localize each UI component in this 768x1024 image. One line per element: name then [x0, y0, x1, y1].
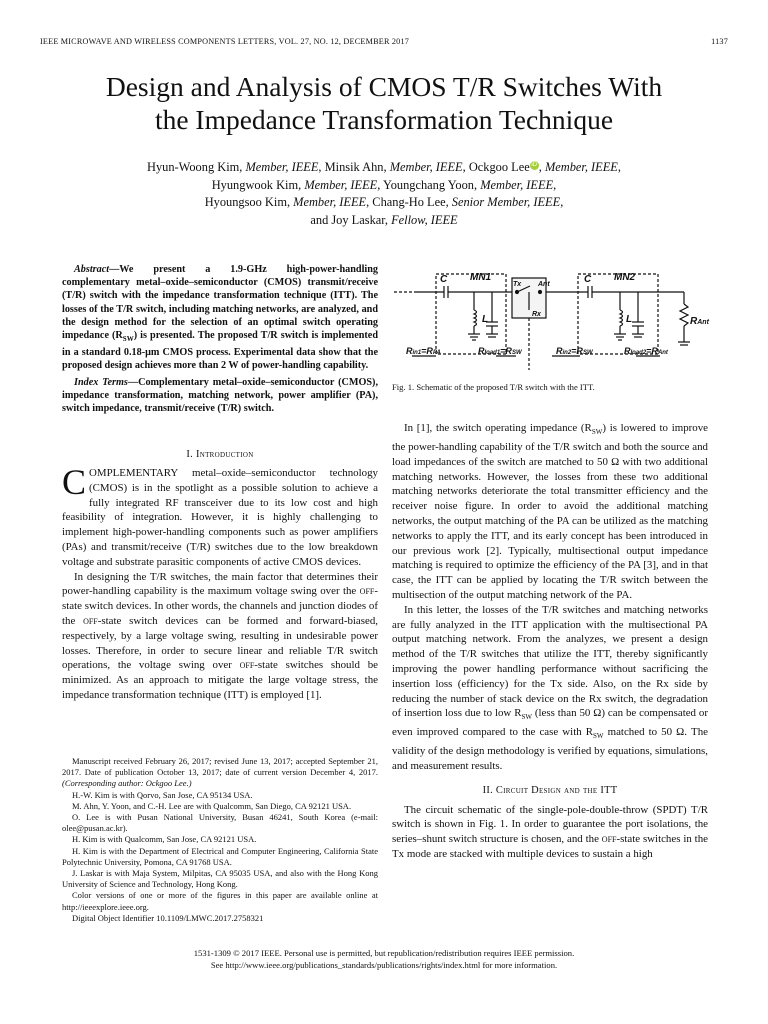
- label-ant: Ant: [538, 281, 550, 288]
- text: ) is lowered to improve the power-handling capability of the T/R switch and both the source and load impedances of the switch are matched to 50 Ω with two additional matching networks. However, the losses from these two additional matching networks deteriorate the total transmitter efficiency and the receiver noise figure. In order to avoid the additional matching networks, the output matching of the PA can be utilized as the matching networks to apply the ITT, and its early concept has been introduced in our previous work [2]. Typically, multisectional output impedance matching is required to optimize the efficiency of the PA [3], and in that case, the ITT can be applied by locating the T/R switch between the multisection of the output matching network of the PA.: [392, 422, 708, 601]
- author-grade: Member, IEEE: [304, 177, 378, 192]
- index-terms-label: Index Terms: [74, 376, 128, 388]
- label-rin1: Rin1=RPA: [406, 346, 441, 356]
- label-tx: Tx: [513, 281, 522, 288]
- text: -state switch devices can be formed and forward-biased, respectively, by a large voltage swing, resulting in undesirable power losses. Therefore, in order to secure linear and reliable T/R switch operations, the voltage swing over: [62, 614, 378, 672]
- drop-cap: C: [62, 462, 87, 502]
- author-name: , Youngchang Yoon,: [377, 177, 481, 192]
- abstract: [62, 263, 378, 415]
- paper-title: [40, 70, 728, 136]
- separator: ,: [617, 160, 621, 174]
- mn1-box: [436, 274, 506, 354]
- author-name: , Minsik Ahn,: [318, 160, 390, 174]
- mn2-box: [578, 274, 658, 354]
- author-line-4: [40, 212, 728, 230]
- author-grade: Senior Member, IEEE: [451, 195, 561, 209]
- section-title: Circuit Design and the ITT: [495, 784, 618, 796]
- separator: ,: [538, 160, 545, 174]
- label-rin2: Rin2=RSW: [556, 346, 593, 356]
- subscript: SW: [591, 428, 603, 437]
- footnote: H.-W. Kim is with Qorvo, San Jose, CA 95134 USA.: [72, 789, 253, 800]
- footnote: H. Kim is with Qualcomm, San Jose, CA 92121 USA.: [72, 834, 257, 845]
- index-terms: [62, 376, 378, 416]
- author-grade: Member, IEEE: [245, 160, 319, 174]
- section-1-body: [62, 462, 378, 703]
- dash: —: [109, 264, 120, 275]
- text: matched to 50 Ω. The validity of the design methodology is verified by equations, simulations, and measurement results.: [392, 726, 708, 773]
- text: Manuscript received February 26, 2017; revised June 13, 2017; accepted September 21, 2017. Date of publication October 13, 2017; date of current version December 4, 2017.: [62, 756, 378, 778]
- label-rload2: Rload2=RAnt: [624, 346, 668, 356]
- author-name: , Chang-Ho Lee,: [366, 195, 452, 209]
- footnote-doi: Digital Object Identifier 10.1109/LMWC.2017.2758321: [72, 912, 264, 923]
- text: -state switch devices. In other words, the channels and junction diodes of the: [62, 585, 378, 627]
- section-numeral: II.: [482, 784, 496, 796]
- label-mn2: MN2: [614, 272, 636, 283]
- title-line-1: Design and Analysis of CMOS T/R Switches With: [105, 71, 663, 102]
- author-grade: Member, IEEE: [293, 195, 367, 209]
- copyright-line-2[interactable]: See http://www.ieee.org/publications_standards/publications/rights/index.html for more information.: [210, 959, 558, 970]
- footnotes: [62, 756, 378, 924]
- text: -state switches in the Tx mode are stacked with multiple devices to sustain a high: [392, 833, 708, 861]
- right-column-body: [392, 421, 708, 862]
- author-name: Hyungwook Kim,: [211, 177, 305, 192]
- author-name: and Joy Laskar,: [310, 212, 392, 227]
- author-line-2: [40, 177, 728, 195]
- corresponding-author: (Corresponding author: Ockgoo Lee.): [62, 778, 192, 789]
- page-number: 1137: [711, 37, 728, 46]
- text: (less than 50 Ω) can be compensated or even improved compared to the case with R: [392, 707, 708, 739]
- text: In designing the T/R switches, the main factor that determines their power-handling capability is the maximum voltage swing over the: [62, 570, 378, 598]
- author-name: Hyun-Woong Kim,: [147, 160, 246, 174]
- footnote: O. Lee is with Pusan National University, Busan 46241, South Korea (e-mail: olee@pusan.ac.kr).: [62, 812, 378, 834]
- footnote-manuscript: [62, 756, 378, 790]
- label-rload1: Rload1=RSW: [478, 346, 522, 356]
- author-name: , Ockgoo Lee: [462, 160, 530, 174]
- author-grade: Member, IEEE: [544, 160, 618, 174]
- abstract-text: We present a 1.9-GHz high-power-handling complementary metal–oxide–semiconductor (CMOS) transmit/receive (T/R) switch with the impedance transformation technique (ITT). The losses of the T/R switch, including matching networks, are analyzed, and the design method for the selection of an optimal switch operating impedance (R: [62, 264, 378, 342]
- orcid-icon[interactable]: iD: [531, 162, 538, 168]
- off-word: off: [601, 833, 617, 846]
- journal-name: IEEE MICROWAVE AND WIRELESS COMPONENTS LETTERS, VOL. 27, NO. 12, DECEMBER 2017: [40, 37, 410, 46]
- index-terms-text: Complementary metal–oxide–semiconductor (CMOS), impedance transformation, matching network, power amplifier (PA), switch impedance, transmit/receive (T/R) switch.: [62, 376, 378, 415]
- footnote: M. Ahn, Y. Yoon, and C.-H. Lee are with Qualcomm, San Diego, CA 92121 USA.: [72, 800, 352, 811]
- section-numeral: I.: [186, 449, 196, 460]
- label-c1: C: [440, 274, 448, 285]
- section-title: Introduction: [195, 449, 254, 460]
- text: -state switches should be minimized. As an approach to mitigate the large voltage stress, the impedance transformation technique (ITT) is employed [1].: [62, 659, 378, 701]
- separator: ,: [553, 177, 557, 192]
- lead-word: OMPLEMENTARY: [89, 467, 178, 479]
- title-line-2: the Impedance Transformation Technique: [154, 104, 614, 135]
- right-paragraph-3: [392, 803, 708, 862]
- abstract-text-2: ) is presented. The proposed T/R switch is implemented in a standard 0.18-μm CMOS process. Experimental data show that the proposed design achieves more than 2 W of power-handling capability.: [62, 330, 378, 372]
- author-line-3: [40, 194, 728, 212]
- author-grade: Member, IEEE: [480, 177, 554, 192]
- copyright-line-1: 1531-1309 © 2017 IEEE. Personal use is permitted, but republication/redistribution requires IEEE permission.: [193, 948, 575, 958]
- copyright-notice: [40, 948, 728, 971]
- off-word: off: [239, 659, 255, 672]
- section-1-heading: [62, 449, 378, 460]
- subscript: SW: [122, 335, 134, 344]
- label-l2: L: [626, 314, 633, 325]
- intro-paragraph-2: [62, 570, 378, 703]
- running-header: [40, 37, 728, 46]
- separator: ,: [560, 195, 564, 209]
- right-paragraph-1: [392, 421, 708, 603]
- figure-1-caption: Fig. 1. Schematic of the proposed T/R switch with the ITT.: [392, 382, 595, 392]
- figure-1-schematic: [392, 262, 712, 372]
- author-name: Hyoungsoo Kim,: [204, 195, 294, 209]
- label-rant: RAnt: [690, 316, 709, 327]
- off-word: off: [359, 585, 375, 598]
- author-line-1: [40, 159, 728, 177]
- author-list: [40, 159, 728, 229]
- paragraph-text: metal–oxide–semiconductor technology (CMOS) is in the spotlight as a possible solution to achieve a fully integrated RF transceiver due to its low cost and high feasibility of integration. However, it is highly challenging to implement high-power-handling components such as power amplifiers (PAs) and transmit/receive (T/R) switches due to the low breakdown voltage and substrate parasitic components of active CMOS devices.: [62, 467, 378, 568]
- dash: —: [127, 376, 139, 388]
- abstract-label: Abstract: [74, 264, 110, 275]
- author-grade: Member, IEEE: [389, 160, 463, 174]
- subscript: SW: [593, 732, 604, 741]
- abstract-body: [62, 263, 378, 373]
- text: The circuit schematic of the single-pole-double-throw (SPDT) T/R switch is shown in Fig. 1. In order to guarantee the port isolations, the series–shunt switch structure is chosen, and the: [392, 803, 708, 846]
- label-l1: L: [482, 314, 489, 325]
- text: In [1], the switch operating impedance (R: [404, 422, 592, 434]
- label-rx: Rx: [532, 311, 541, 318]
- text: In this letter, the losses of the T/R switches and matching networks are fully analyzed in the ITT application with the multisectional PA output matching network. From the analyzes, we present a design method of the T/R switches that utilize the ITT, thereby significantly improving the power handling performance without sacrificing the insertion loss (efficiency) for the Tx side. Also, on the Rx side by reducing the number of stack device on the Rx switch, the degradation of insertion loss due to low R: [392, 603, 708, 720]
- footnote: H. Kim is with the Department of Electrical and Computer Engineering, California State Polytechnic University, Pomona, CA 91768 USA.: [62, 845, 378, 867]
- label-mn1: MN1: [470, 272, 492, 283]
- off-word: off: [83, 614, 98, 627]
- author-grade: Fellow, IEEE: [391, 212, 458, 227]
- subscript: SW: [521, 713, 532, 722]
- right-paragraph-2: [392, 603, 708, 774]
- section-2-heading: [392, 784, 708, 799]
- intro-paragraph-1: [62, 462, 378, 570]
- footnote: Color versions of one or more of the figures in this paper are available online at http://ieeexplore.ieee.org.: [62, 890, 378, 912]
- label-c2: C: [584, 274, 592, 285]
- footnote: J. Laskar is with Maja System, Milpitas, CA 95035 USA, and also with the Hong Kong University of Science and Technology, Hong Kong.: [62, 868, 378, 890]
